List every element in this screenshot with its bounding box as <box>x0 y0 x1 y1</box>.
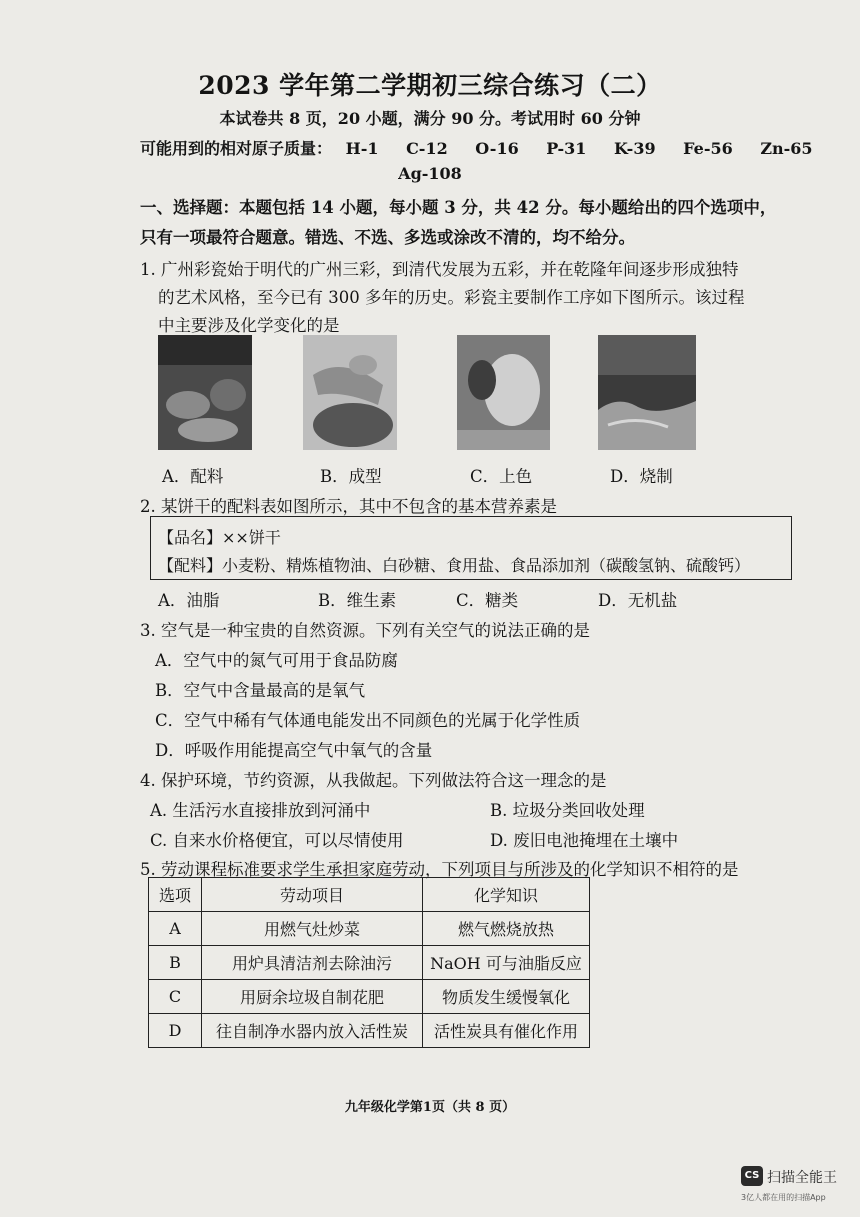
row-c-knowledge: 物质发生缓慢氧化 <box>423 980 590 1014</box>
q1-photo-ingredients <box>158 335 252 450</box>
section-heading-line1: 一、选择题：本题包括 14 小题，每小题 3 分，共 42 分。每小题给出的四个选项中， <box>140 198 777 217</box>
atomic-mass-fe: Fe-56 <box>683 139 733 158</box>
camscanner-logo-icon: CS <box>741 1166 763 1186</box>
q5-stem: 5. 劳动课程标准要求学生承担家庭劳动，下列项目与所涉及的化学知识不相符的是 <box>140 860 739 879</box>
header-labor-item: 劳动项目 <box>202 878 423 912</box>
atomic-mass-k: K-39 <box>613 139 656 158</box>
q3-option-d: D．呼吸作用能提高空气中氧气的含量 <box>155 741 433 760</box>
header-chem-knowledge: 化学知识 <box>423 878 590 912</box>
q1-photo-coloring <box>457 335 550 450</box>
q3-option-c: C．空气中稀有气体通电能发出不同颜色的光属于化学性质 <box>155 711 581 730</box>
q1-photo-firing <box>598 335 696 450</box>
q4-option-a: A. 生活污水直接排放到河涌中 <box>150 801 371 820</box>
header-option: 选项 <box>149 878 202 912</box>
watermark-name: 扫描全能王 <box>767 1170 837 1186</box>
watermark-tagline: 3亿人都在用的扫描App <box>741 1193 826 1202</box>
row-d-knowledge: 活性炭具有催化作用 <box>423 1014 590 1048</box>
row-d-option: D <box>149 1014 202 1048</box>
row-c-item: 用厨余垃圾自制花肥 <box>202 980 423 1014</box>
q2-option-a: A．油脂 <box>158 591 220 610</box>
q1-stem-line3: 中主要涉及化学变化的是 <box>158 316 340 335</box>
row-b-knowledge: NaOH 可与油脂反应 <box>423 946 590 980</box>
q3-option-a: A．空气中的氮气可用于食品防腐 <box>155 651 398 670</box>
row-b-option: B <box>149 946 202 980</box>
q4-stem: 4. 保护环境，节约资源，从我做起。下列做法符合这一理念的是 <box>140 771 607 790</box>
table-row <box>149 912 590 946</box>
q1-stem-line1: 1. 广州彩瓷始于明代的广州三彩，到清代发展为五彩，并在乾隆年间逐步形成独特 <box>140 260 739 279</box>
atomic-mass-c: C-12 <box>406 139 448 158</box>
q4-option-b: B. 垃圾分类回收处理 <box>490 801 645 820</box>
q2-option-d: D．无机盐 <box>598 591 678 610</box>
atomic-masses <box>140 136 813 159</box>
q4-option-c: C. 自来水价格便宜，可以尽情使用 <box>150 831 404 850</box>
atomic-mass-h: H-1 <box>345 139 379 158</box>
q1-photo-forming <box>303 335 397 450</box>
table-row <box>149 946 590 980</box>
row-a-option: A <box>149 912 202 946</box>
section-heading-line2: 只有一项最符合题意。错选、不选、多选或涂改不清的，均不给分。 <box>140 228 635 247</box>
table-row <box>149 980 590 1014</box>
row-d-item: 往自制净水器内放入活性炭 <box>202 1014 423 1048</box>
q1-option-b: B．成型 <box>320 467 382 486</box>
table-row <box>149 1014 590 1048</box>
product-name: 【品名】××饼干 <box>158 528 281 547</box>
atomic-masses-label: 可能用到的相对原子质量： <box>140 139 333 158</box>
atomic-mass-o: O-16 <box>475 139 519 158</box>
q3-stem: 3. 空气是一种宝贵的自然资源。下列有关空气的说法正确的是 <box>140 621 590 640</box>
row-b-item: 用炉具清洁剂去除油污 <box>202 946 423 980</box>
q1-option-a: A．配料 <box>162 467 224 486</box>
atomic-mass-ag: Ag-108 <box>398 164 462 183</box>
q2-stem: 2. 某饼干的配料表如图所示，其中不包含的基本营养素是 <box>140 497 557 516</box>
q1-stem-line2: 的艺术风格，至今已有 300 多年的历史。彩瓷主要制作工序如下图所示。该过程 <box>158 288 745 307</box>
q3-option-b: B．空气中含量最高的是氧气 <box>155 681 366 700</box>
row-a-knowledge: 燃气燃烧放热 <box>423 912 590 946</box>
page-title: 2023 学年第二学期初三综合练习（二） <box>198 71 662 100</box>
page-footer: 九年级化学第1页（共 8 页） <box>344 1100 516 1115</box>
q2-option-c: C．糖类 <box>456 591 519 610</box>
q5-table <box>148 877 590 1048</box>
ingredient-list: 【配料】小麦粉、精炼植物油、白砂糖、食用盐、食品添加剂（碳酸氢钠、硫酸钙） <box>158 556 751 575</box>
atomic-mass-zn: Zn-65 <box>760 139 813 158</box>
table-header-row <box>149 878 590 912</box>
q4-option-d: D. 废旧电池掩埋在土壤中 <box>490 831 679 850</box>
q1-option-c: C．上色 <box>470 467 533 486</box>
atomic-mass-p: P-31 <box>546 139 587 158</box>
row-a-item: 用燃气灶炒菜 <box>202 912 423 946</box>
q2-option-b: B．维生素 <box>318 591 397 610</box>
q1-option-d: D．烧制 <box>610 467 673 486</box>
exam-info: 本试卷共 8 页，20 小题，满分 90 分。考试用时 60 分钟 <box>219 109 641 128</box>
row-c-option: C <box>149 980 202 1014</box>
